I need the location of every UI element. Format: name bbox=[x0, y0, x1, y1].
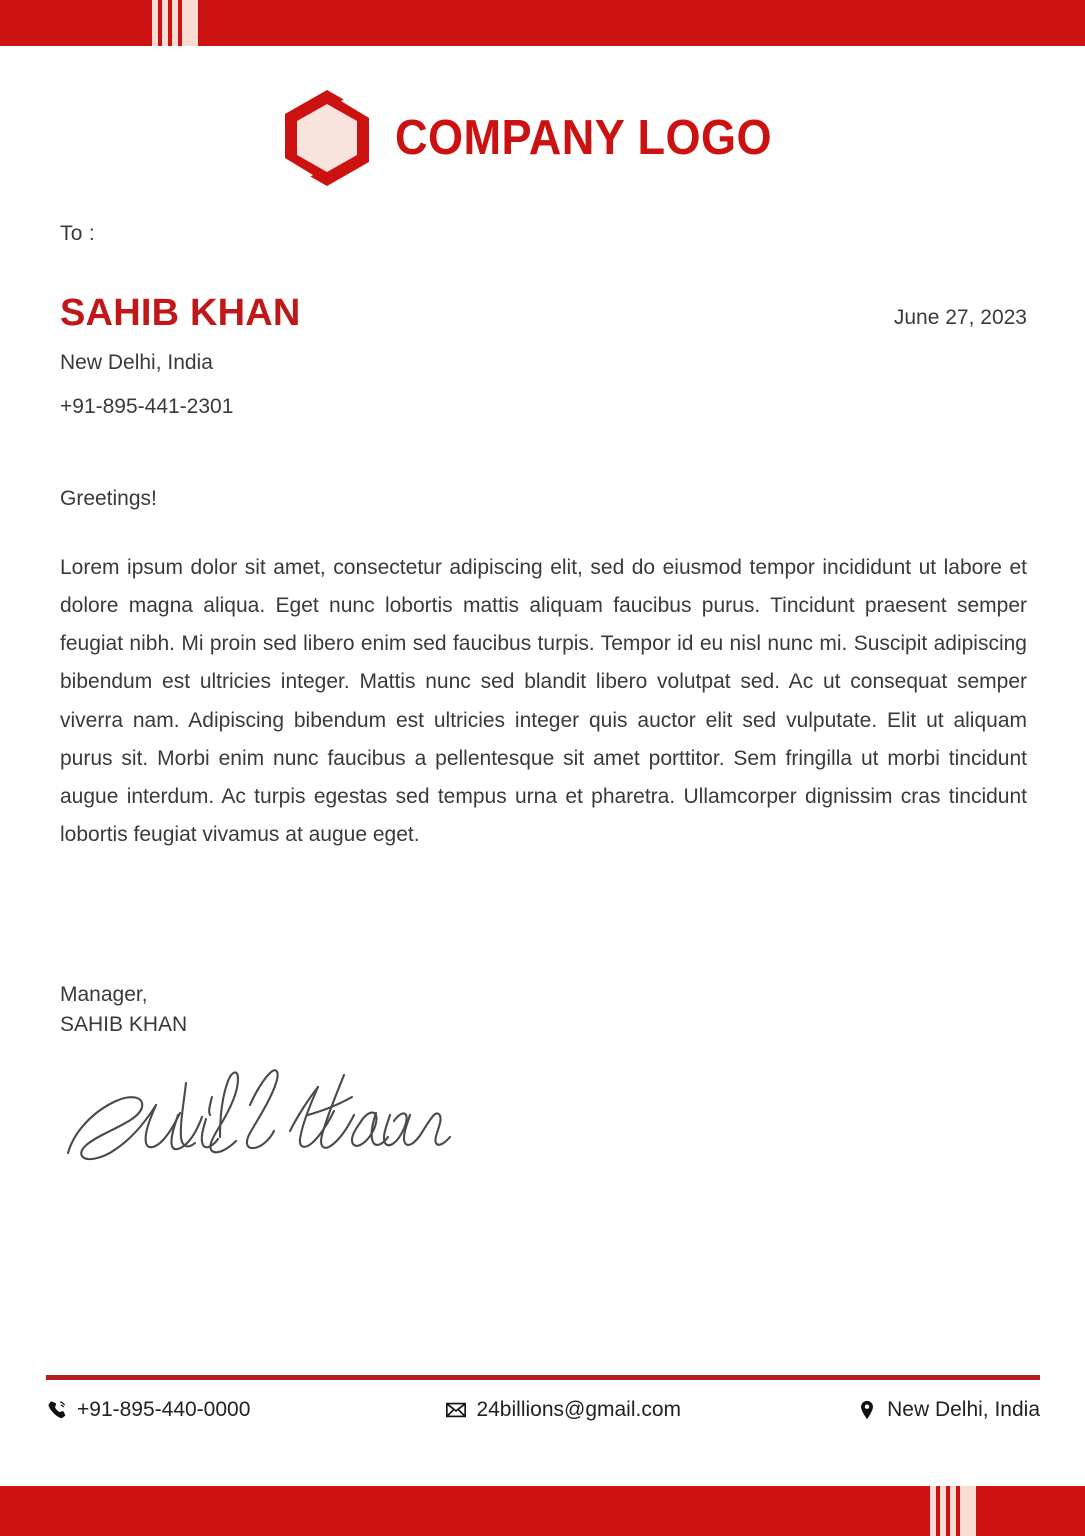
letter-date: June 27, 2023 bbox=[893, 306, 1027, 329]
signer-role: Manager, bbox=[60, 983, 148, 1006]
letter-body-text: Lorem ipsum dolor sit amet, consectetur adipiscing elit, sed do eiusmod tempor incididunt ut labore et dolore magna aliqua. Eget nunc lobortis mattis aliquam faucibus purus. Tincidunt praesent semper feugiat nibh. Mi proin sed libero enim sed faucibus turpis. Tempor id eu nisl nunc mi. Suscipit adipiscing bibendum est ultricies integer. Mattis nunc sed blandit libero volutpat sed. Ac ut consequat semper viverra nam. Adipiscing bibendum est ultricies integer quis auctor elit sed vulputate. Elit ut aliquam purus sit. Morbi enim nunc faucibus a pellentesque sit amet porttitor. Sem fringilla ut morbi tincidunt augue interdum. Ac turpis egestas sed tempus urna et pharetra. Ullamcorper dignissim cras tincidunt lobortis feugiat vivamus at augue eget. bbox=[60, 555, 1027, 847]
footer-location-item[interactable] bbox=[856, 1398, 1040, 1422]
signature-image bbox=[60, 1053, 460, 1168]
recipient-phone: +91-895-441-2301 bbox=[60, 395, 234, 419]
bottom-decorative-bar bbox=[0, 1486, 1085, 1536]
company-logo-block bbox=[0, 88, 1085, 188]
footer-phone-item[interactable] bbox=[46, 1398, 250, 1422]
envelope-icon bbox=[445, 1399, 467, 1421]
bottom-stripe-group bbox=[930, 1486, 976, 1536]
footer-divider bbox=[46, 1375, 1040, 1380]
company-logo-text: COMPANY LOGO bbox=[394, 111, 772, 165]
signature-block bbox=[60, 980, 560, 1168]
phone-icon bbox=[46, 1399, 68, 1421]
top-decorative-bar bbox=[0, 0, 1085, 46]
stripe bbox=[188, 0, 198, 46]
footer-phone-text: +91-895-440-0000 bbox=[77, 1398, 251, 1421]
footer-location-text: New Delhi, India bbox=[887, 1398, 1040, 1421]
recipient-block bbox=[60, 294, 1027, 423]
footer-contact-bar bbox=[46, 1398, 1040, 1422]
recipient-name: SAHIB KHAN bbox=[60, 292, 301, 334]
top-stripe-group bbox=[152, 0, 198, 46]
signer-name: SAHIB KHAN bbox=[60, 1013, 188, 1037]
footer-email-item[interactable] bbox=[250, 1398, 856, 1422]
stripe bbox=[966, 1486, 976, 1536]
letter-content bbox=[60, 222, 1027, 855]
recipient-address: New Delhi, India bbox=[60, 350, 213, 374]
to-label: To : bbox=[60, 222, 96, 245]
greeting-line: Greetings! bbox=[60, 486, 157, 510]
hexagon-logo-icon bbox=[281, 88, 373, 188]
map-pin-icon bbox=[856, 1399, 878, 1421]
footer-email-text: 24billions@gmail.com bbox=[476, 1398, 682, 1421]
